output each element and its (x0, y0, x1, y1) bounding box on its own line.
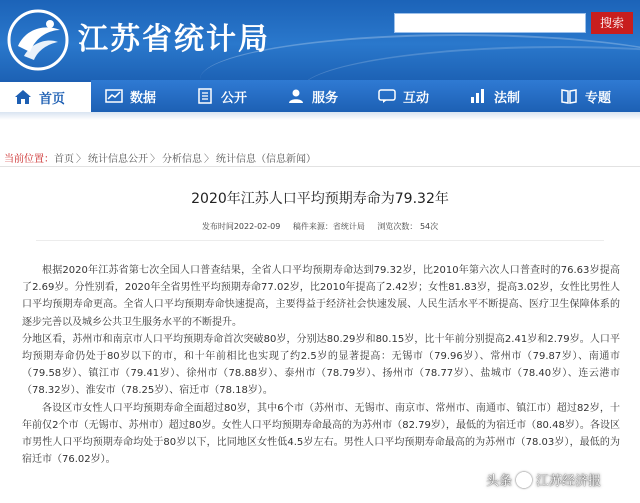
publish-date: 发布时间2022-02-09 (201, 222, 281, 231)
breadcrumb-link-public[interactable]: 统计信息公开 (88, 154, 148, 165)
breadcrumb-label: 当前位置： (4, 154, 54, 165)
service-icon (287, 88, 305, 104)
nav-item-open[interactable] (182, 80, 273, 112)
nav-item-label: 法制 (494, 90, 521, 106)
breadcrumb-separator: 〉 (150, 154, 160, 165)
article-title: 2020年江苏人口平均预期寿命为79.32年 (191, 191, 449, 207)
watermark (486, 470, 601, 489)
nav-item-interact[interactable] (364, 80, 455, 112)
article-meta (0, 221, 640, 232)
article-paragraph: 根据2020年江苏省第七次全国人口普查结果，全省人口平均预期寿命达到79.32岁，比2010年第六次人口普查时的76.63岁提高了2.69岁。分性别看，2020年全省男性平均预期寿命77.02岁，比2010年提高了2.42岁；女性81.83岁，提高3.02岁，女性比男性人口平均预期寿命更高。全省人口平均预期寿命快速提高，主要得益于经济社会快速发展、人民生活水平不断提高、医疗卫生保障体系的逐步完善以及城乡公共卫生服务水平的不断提升。 (22, 265, 620, 328)
breadcrumb-separator: 〉 (76, 154, 86, 165)
main-nav (0, 80, 640, 112)
breadcrumb-link-analysis[interactable]: 分析信息 (162, 154, 202, 165)
divider (0, 166, 640, 167)
document-icon (196, 88, 214, 104)
article-paragraph: 分地区看，苏州市和南京市人口平均预期寿命首次突破80岁，分别达80.29岁和80.15岁，比十年前分别提高2.41岁和2.79岁。人口平均预期寿命仍处于80岁以下的市，和十年前相比也实现了约2.5岁的显著提高：无锡市（79.96岁）、常州市（79.87岁）、南通市（79.58岁）、镇江市（79.41岁）、徐州市（78.88岁）、泰州市（78.79岁）、扬州市（78.77岁）、盐城市（78.40岁）、连云港市（78.32岁）、淮安市（78.25岁）、宿迁市（78.18岁）。 (22, 333, 620, 397)
article-paragraph: 各设区市女性人口平均预期寿命全面超过80岁，其中6个市（苏州市、无锡市、南京市、常州市、南通市、镇江市）超过82岁，十年前仅2个市（无锡市、苏州市）超过80岁。女性人口平均预期寿命最高的为苏州市（82.79岁），最低的为宿迁市（80.48岁）。各设区市男性人口平均预期寿命均处于80岁以下，比同地区女性低4.5岁左右。男性人口平均预期寿命最高的为苏州市（78.03岁），最低的为宿迁市（76.02岁）。 (22, 402, 620, 466)
view-count: 浏览次数： 54次 (377, 222, 439, 231)
nav-item-label: 数据 (130, 90, 157, 106)
search-button[interactable]: 搜索 (591, 12, 633, 34)
nav-item-data[interactable] (91, 80, 182, 112)
home-icon (14, 89, 32, 105)
bar-chart-icon (469, 88, 487, 104)
nav-item-label: 服务 (312, 90, 339, 106)
book-icon (560, 88, 578, 104)
breadcrumb-link-home[interactable]: 首页 (54, 154, 74, 165)
breadcrumb-separator: 〉 (204, 154, 214, 165)
chat-icon (378, 88, 396, 104)
site-header (0, 0, 640, 80)
site-title[interactable]: 江苏省统计局 (78, 22, 270, 57)
nav-item-label: 互动 (403, 90, 430, 106)
data-chart-icon (105, 88, 123, 104)
breadcrumb (4, 150, 316, 165)
nav-item-label: 首页 (39, 91, 66, 107)
divider (36, 240, 604, 241)
nav-item-service[interactable] (273, 80, 364, 112)
at-icon (516, 472, 532, 488)
nav-item-home[interactable] (0, 80, 91, 112)
nav-item-label: 公开 (221, 90, 248, 106)
article-body (22, 262, 620, 468)
nav-item-topic[interactable] (546, 80, 637, 112)
logo-icon[interactable] (6, 8, 70, 72)
article-source: 稿件来源：省统计局 (292, 222, 365, 231)
nav-shadow (0, 112, 640, 120)
breadcrumb-link-news[interactable]: 统计信息（信息新闻） (216, 154, 316, 165)
search-input[interactable] (394, 13, 586, 33)
watermark-prefix: 头条 (486, 474, 513, 489)
nav-item-law[interactable] (455, 80, 546, 112)
nav-item-label: 专题 (585, 90, 612, 106)
watermark-name: 江苏经济报 (536, 474, 602, 489)
